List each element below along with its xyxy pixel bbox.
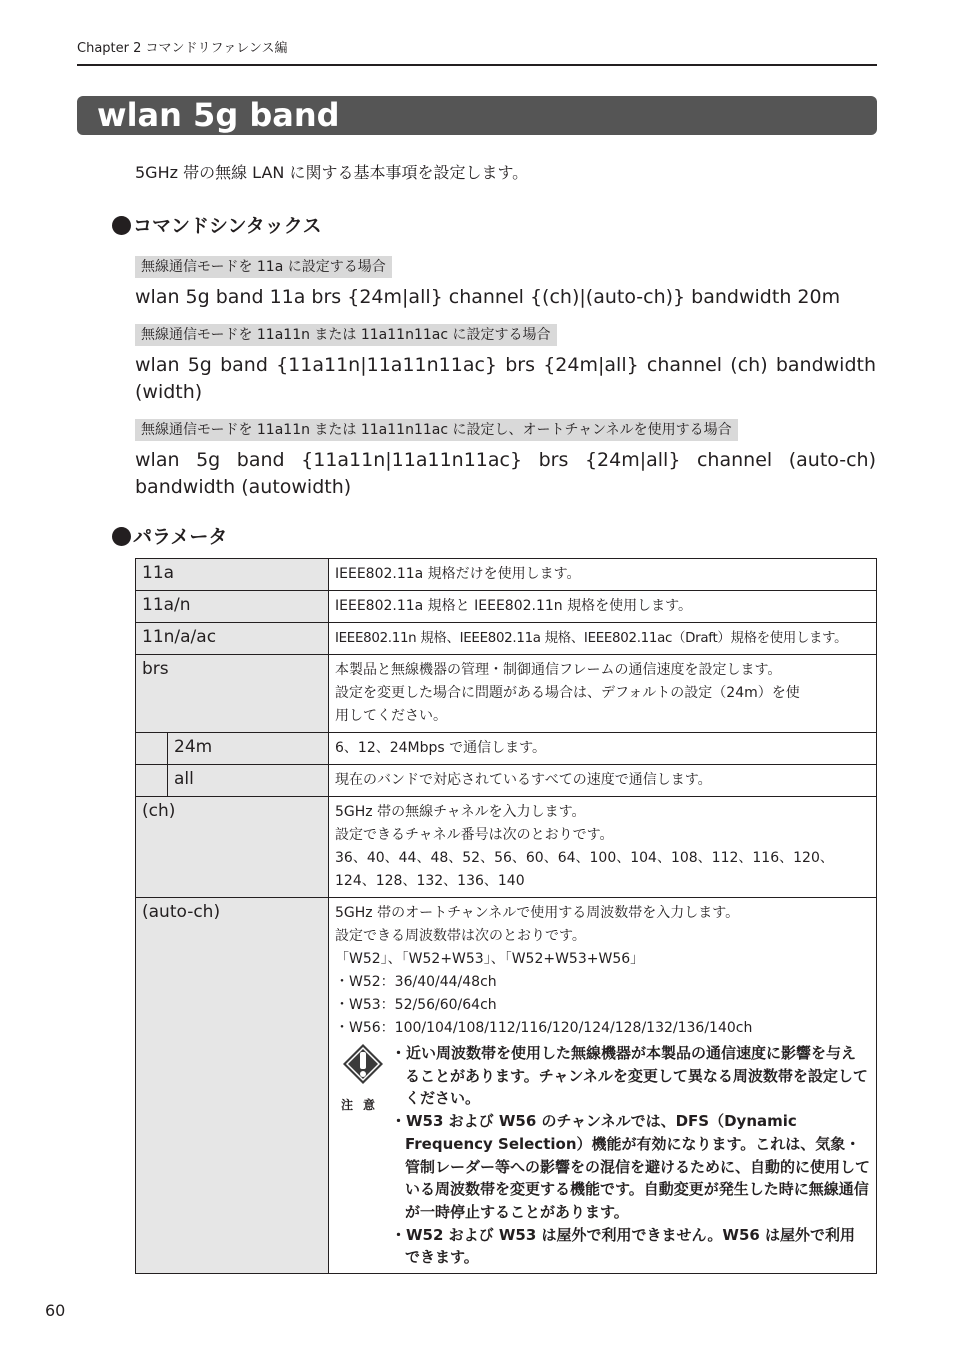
bullet-icon xyxy=(112,216,131,235)
caution-list xyxy=(391,1042,870,1269)
param-desc: 6、12、24Mbps で通信します。 xyxy=(329,733,877,765)
syntax-command-1: wlan 5g band 11a brs {24m|all} channel {(ch)|(auto-ch)} bandwidth 20m xyxy=(135,286,841,308)
param-desc: 5GHz 帯のオートチャンネルで使用する周波数帯を入力します。 設定できる周波数帯は次のとおりです。 「W52」、「W52+W53」、「W52+W53+W56」 ・W52：36/40/44/48ch ・W53：52/56/60/64ch ・W56：100/104/108/112/116/120/124/128/132/136/140ch 注意 ・近い周波数帯を使用した無線機器が本製品の通信速度に影響を与えることがあります。チャンネルを変更して異なる周波数帯を設定してください。 ・W53 および W56 のチャンネルでは、DFS（Dynamic Frequency Selection）機能が有効になります。これは、気象・管制レーダー等への影響をの混信を避けるために、自動的に使用している周波数帯を変更する機能です。自動変更が発生した時に無線通信が一時停止することがあります。 ・W52 および W53 は屋外で利用できません。W56 は屋外で利用できます。 xyxy=(329,898,877,1274)
caution-icon xyxy=(335,1042,391,1269)
syntax-command-2: wlan 5g band {11a11n|11a11n11ac} brs {24m|all} channel (ch) bandwidth (width) xyxy=(135,354,876,403)
table-row xyxy=(136,898,877,1274)
caution-note: ・W52 および W53 は屋外で利用できません。W56 は屋外で利用できます。 xyxy=(391,1225,856,1267)
table-row xyxy=(136,797,877,898)
param-name: (auto-ch) xyxy=(136,898,329,1274)
param-name: brs xyxy=(136,655,329,733)
caution-note: ・近い周波数帯を使用した無線機器が本製品の通信速度に影響を与えることがあります。チャンネルを変更して異なる周波数帯を設定してください。 xyxy=(391,1044,868,1108)
param-desc: 本製品と無線機器の管理・制御通信フレームの通信速度を設定します。 設定を変更した場合に問題がある場合は、デフォルトの設定（24m）を使 用してください。 xyxy=(329,655,877,733)
syntax-label-1: 無線通信モードを 11a に設定する場合 xyxy=(135,256,392,278)
page-title: wlan 5g band xyxy=(97,96,340,134)
param-name: 11a/n xyxy=(136,591,329,623)
param-desc: IEEE802.11a 規格だけを使用します。 xyxy=(329,559,877,591)
chapter-header: Chapter 2 コマンドリファレンス編 xyxy=(77,41,288,56)
param-desc: IEEE802.11n 規格、IEEE802.11a 規格、IEEE802.11ac（Draft）規格を使用します。 xyxy=(329,623,877,655)
param-name: all xyxy=(168,765,329,797)
table-row xyxy=(136,765,877,797)
table-row xyxy=(136,559,877,591)
syntax-heading-text: コマンドシンタックス xyxy=(133,215,322,237)
caution-block xyxy=(335,1042,870,1269)
syntax-heading xyxy=(112,211,322,238)
header-rule xyxy=(77,64,877,66)
param-name: 11a xyxy=(136,559,329,591)
table-row xyxy=(136,623,877,655)
caution-note: ・W53 および W56 のチャンネルでは、DFS（Dynamic Frequency Selection）機能が有効になります。これは、気象・管制レーダー等への影響をの混信を避けるために、自動的に使用している周波数帯を変更する機能です。自動変更が発生した時に無線通信が一時停止することがあります。 xyxy=(391,1112,871,1221)
param-desc: IEEE802.11a 規格と IEEE802.11n 規格を使用します。 xyxy=(329,591,877,623)
param-name: 11n/a/ac xyxy=(136,623,329,655)
page-number: 60 xyxy=(45,1301,66,1320)
param-name: 24m xyxy=(168,733,329,765)
param-name: (ch) xyxy=(136,797,329,898)
syntax-label-3: 無線通信モードを 11a11n または 11a11n11ac に設定し、オートチャンネルを使用する場合 xyxy=(135,419,738,441)
bullet-icon xyxy=(112,527,131,546)
syntax-command-3: wlan 5g band {11a11n|11a11n11ac} brs {24m|all} channel (auto-ch) bandwidth (autowidth) xyxy=(135,449,876,498)
table-row xyxy=(136,733,877,765)
params-table xyxy=(135,558,877,1274)
title-bar xyxy=(77,96,877,135)
caution-label: 注意 xyxy=(340,1098,385,1112)
param-desc: 5GHz 帯の無線チャネルを入力します。 設定できるチャネル番号は次のとおりです。 36、40、44、48、52、56、60、64、100、104、108、112、116、120、 124、128、132、136、140 xyxy=(329,797,877,898)
syntax-label-2: 無線通信モードを 11a11n または 11a11n11ac に設定する場合 xyxy=(135,324,557,346)
param-desc: 現在のバンドで対応されているすべての速度で通信します。 xyxy=(329,765,877,797)
table-row xyxy=(136,655,877,733)
params-heading xyxy=(112,522,227,549)
table-row xyxy=(136,591,877,623)
intro-text: 5GHz 帯の無線 LAN に関する基本事項を設定します。 xyxy=(135,163,529,182)
params-heading-text: パラメータ xyxy=(133,526,228,548)
